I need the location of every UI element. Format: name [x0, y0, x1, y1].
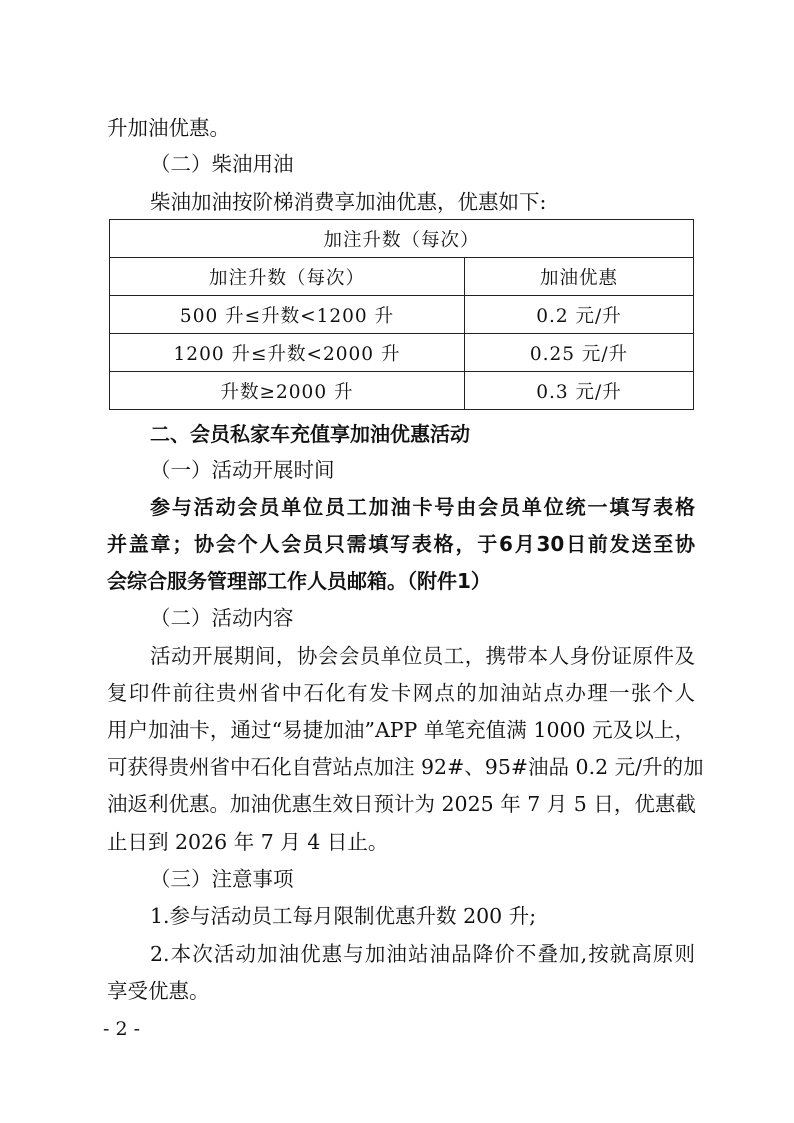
paragraph-line: 用户加油卡，通过“易捷加油”APP 单笔充值满 1000 元及以上， [107, 718, 695, 742]
note-item: 享受优惠。 [107, 979, 210, 1003]
subheading-diesel: （二）柴油用油 [150, 152, 294, 176]
table-cell: 1200 升≤升数<2000 升 [110, 334, 465, 372]
table-cell: 升数≥2000 升 [110, 372, 465, 410]
paragraph-line: 油返利优惠。加油优惠生效日预计为 2025 年 7 月 5 日，优惠截 [107, 792, 696, 816]
table-header-cell: 加注升数（每次） [110, 258, 465, 296]
section-heading: 二、会员私家车充值享加油优惠活动 [150, 422, 470, 446]
table-row [110, 334, 694, 372]
subheading-content: （二）活动内容 [150, 606, 294, 630]
paragraph-line: 活动开展期间，协会会员单位员工，携带本人身份证原件及 [150, 644, 695, 668]
table-header-cell: 加油优惠 [465, 258, 694, 296]
paragraph-line: 止日到 2026 年 7 月 4 日止。 [107, 830, 389, 854]
bold-paragraph-line: 会综合服务管理部工作人员邮箱。（附件1） [107, 569, 491, 593]
table-title: 加注升数（每次） [110, 220, 694, 258]
table-cell: 0.25 元/升 [465, 334, 694, 372]
page-number: - 2 - [103, 1018, 141, 1040]
bold-paragraph-line: 参与活动会员单位员工加油卡号由会员单位统一填写表格 [150, 495, 695, 519]
paragraph-line: 可获得贵州省中石化自营站点加注 92#、95#油品 0.2 元/升的加 [107, 755, 704, 779]
table-title-row [110, 220, 694, 258]
table-header-row [110, 258, 694, 296]
bold-paragraph-line: 并盖章；协会个人会员只需填写表格，于6月30日前发送至协 [107, 532, 695, 556]
subheading-time: （一）活动开展时间 [150, 458, 335, 482]
note-item: 1.参与活动员工每月限制优惠升数 200 升; [150, 904, 537, 928]
text-line: 柴油加油按阶梯消费享加油优惠，优惠如下: [150, 190, 547, 214]
table-row [110, 372, 694, 410]
table-cell: 0.3 元/升 [465, 372, 694, 410]
table-cell: 0.2 元/升 [465, 296, 694, 334]
text-line: 升加油优惠。 [107, 116, 230, 140]
subheading-notes: （三）注意事项 [150, 867, 294, 891]
table-cell: 500 升≤升数<1200 升 [110, 296, 465, 334]
table-row [110, 296, 694, 334]
discount-table [109, 219, 694, 410]
note-item: 2.本次活动加油优惠与加油站油品降价不叠加,按就高原则 [150, 942, 695, 966]
paragraph-line: 复印件前往贵州省中石化有发卡网点的加油站点办理一张个人 [107, 681, 695, 705]
